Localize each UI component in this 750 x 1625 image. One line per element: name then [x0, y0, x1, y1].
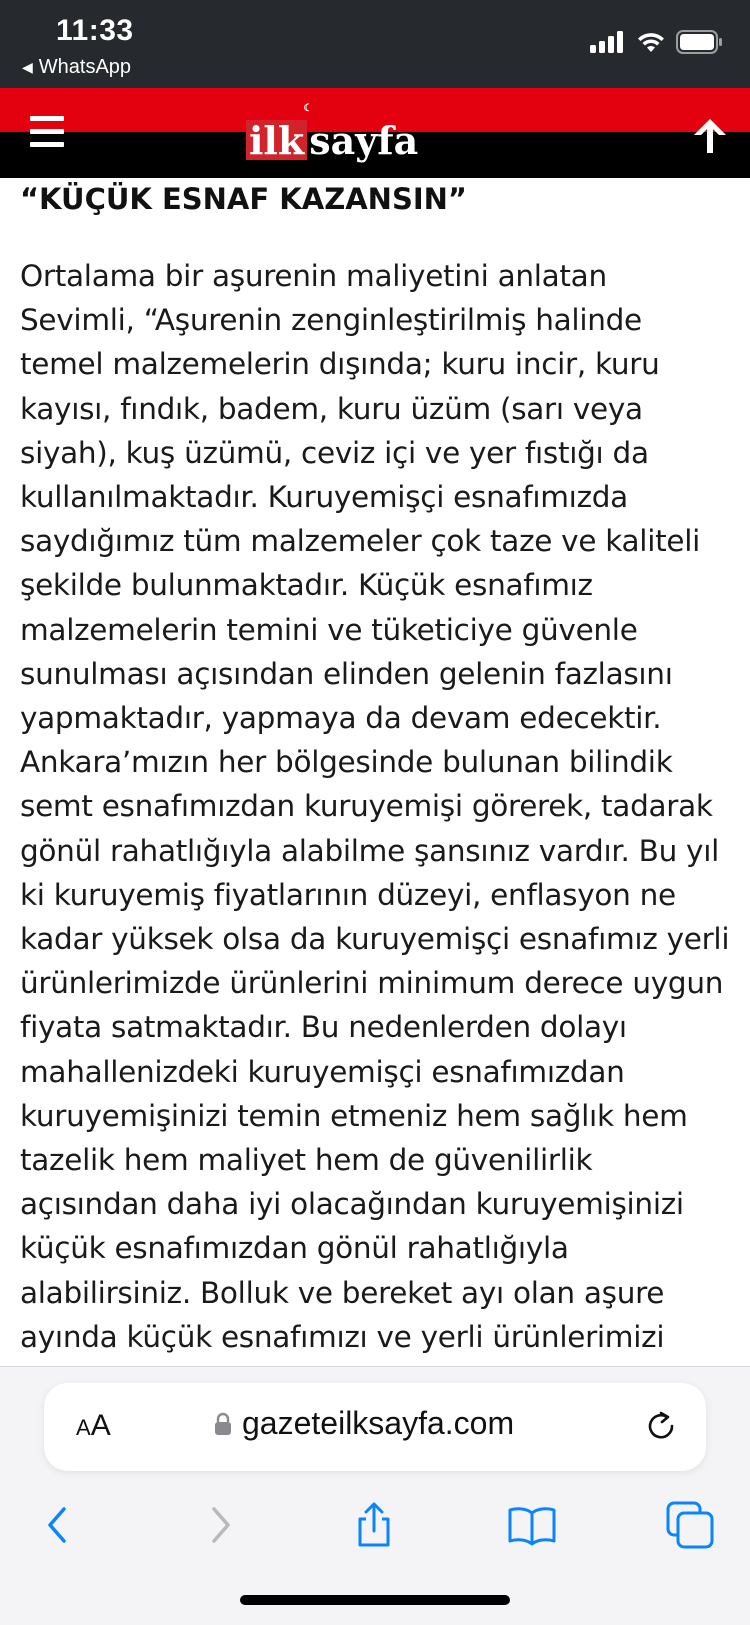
back-triangle-icon: ◀ — [22, 59, 33, 75]
browser-toolbar — [0, 1485, 750, 1565]
site-logo[interactable] — [246, 103, 420, 163]
flag-icon: ☾ — [298, 102, 318, 116]
address-bar[interactable] — [44, 1383, 706, 1471]
reader-settings-button[interactable]: AA — [76, 1409, 111, 1442]
article-subheading: “KÜÇÜK ESNAF KAZANSIN” — [20, 182, 467, 216]
wifi-icon — [636, 31, 666, 53]
share-icon[interactable] — [348, 1499, 400, 1551]
status-bar — [0, 0, 750, 88]
back-to-app-link[interactable] — [22, 56, 131, 79]
back-app-label: WhatsApp — [38, 56, 132, 78]
logo-sayfa: sayfa — [309, 118, 419, 163]
browser-bottom-bar — [0, 1366, 750, 1625]
lock-icon — [214, 1412, 232, 1436]
reload-icon[interactable] — [642, 1407, 680, 1445]
article-content — [20, 178, 730, 1366]
tabs-icon[interactable] — [664, 1499, 716, 1551]
forward-chevron-icon[interactable] — [194, 1499, 246, 1551]
url-text: gazeteilksayfa.com — [242, 1405, 515, 1441]
home-indicator — [240, 1595, 510, 1605]
menu-icon[interactable] — [30, 116, 64, 148]
bookmarks-icon[interactable] — [506, 1499, 558, 1551]
scroll-to-top-icon[interactable] — [690, 116, 730, 156]
back-chevron-icon[interactable] — [32, 1499, 84, 1551]
logo-ilk: ilk — [246, 120, 307, 160]
battery-icon — [676, 30, 724, 54]
url-display[interactable] — [214, 1405, 514, 1442]
article-paragraph: Ortalama bir aşurenin maliyetini anlatan Sevimli, “Aşurenin zenginleştirilmiş halinde temel malzemelerin dışında; kuru incir, kuru kayısı, fındık, badem, kuru üzüm (sarı veya siyah), kuş üzümü, ceviz içi ve yer fıstığı da kullanılmaktadır. Kuruyemişçi esnafımızda saydığımız tüm malzemeler çok taze ve kaliteli şekilde bulunmaktadır. Küçük esnafımız malzemelerin temini ve tüketiciye güvenle sunulması açısından elinden gelenin fazlasını yapmaktadır, yapmaya da devam edecektir. Ankara’mızın her bölgesinde bulunan bilindik semt esnafımızdan kuruyemişi görerek, tadarak gönül rahatlığıyla alabilme şansınız vardır. Bu yıl ki kuruyemiş fiyatlarının düzeyi, enflasyon ne kadar yüksek olsa da kuruyemişçi esnafımız yerli ürünlerimizde ürünlerini minimum derece uygun fiyata satmaktadır. Bu nedenlerden dolayı mahallenizdeki kuruyemişçi esnafımızdan kuruyemişinizi temin etmeniz hem sağlık hem tazelik hem maliyet hem de güvenilirlik açısından daha iyi olacağından kuruyemişinizi küçük esnafımızdan gönül rahatlığıyla alabilirsiniz. Bolluk ve bereket ayı olan aşure ayında küçük esnafımızı ve yerli ürünlerimizi — [20, 259, 730, 1354]
status-icons — [590, 30, 724, 54]
status-time: 11:33 — [56, 14, 134, 47]
site-header — [0, 88, 750, 178]
signal-icon — [590, 31, 626, 53]
